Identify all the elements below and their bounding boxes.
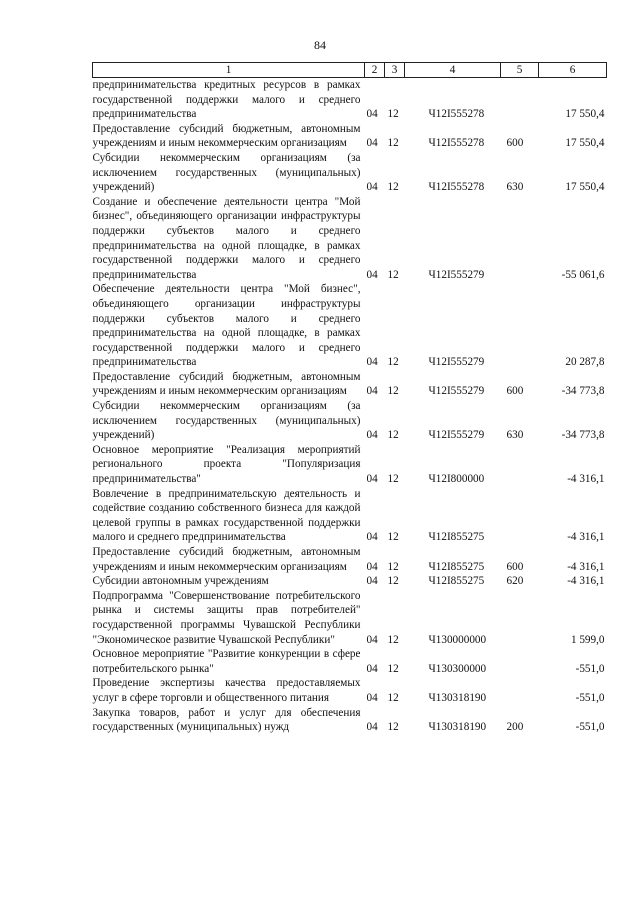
amount: 20 287,8 xyxy=(565,356,605,369)
amount: -4 316,1 xyxy=(567,575,605,588)
row-name: Обеспечение деятельности центра "Мой бизнес", объединяющего организации инфраструктуры поддержки субъектов малого и среднего предпринимательства на одной площадке, в рамках государственной поддержки малого и среднего предпринимательства xyxy=(92,283,361,369)
section-code: 04 xyxy=(366,531,378,544)
row-name: Вовлечение в предпринимательскую деятельность и содействие созданию собственного бизнеса для каждой целевой группы в рамках государственной поддержки малого и среднего предпринимательства xyxy=(92,487,361,544)
page-number: 84 xyxy=(314,38,326,52)
table-row xyxy=(93,676,607,705)
target-article-code: Ч130318190 xyxy=(428,691,487,704)
subsection-code: 12 xyxy=(387,429,399,442)
section-code: 04 xyxy=(366,691,378,704)
table-row xyxy=(93,399,607,443)
amount: -4 316,1 xyxy=(567,531,605,544)
row-name: Субсидии некоммерческим организациям (за исключением государственных (муниципальных) учреждений) xyxy=(92,400,361,442)
target-article-code: Ч12I555279 xyxy=(428,356,485,369)
subsection-code: 12 xyxy=(387,473,399,486)
subsection-code: 12 xyxy=(387,108,399,121)
amount: -551,0 xyxy=(575,721,605,734)
amount: 17 550,4 xyxy=(565,137,605,150)
target-article-code: Ч12I555279 xyxy=(428,429,485,442)
row-name: Предоставление субсидий бюджетным, автономным учреждениям и иным некоммерческим организациям xyxy=(92,546,361,573)
expense-type-code xyxy=(501,282,539,370)
target-article-code: Ч12I555279 xyxy=(428,385,485,398)
amount: -4 316,1 xyxy=(567,560,605,573)
section-code: 04 xyxy=(366,108,378,121)
row-name: Подпрограмма "Совершенствование потребительского рынка и системы защиты прав потребителей" государственной программы Чувашской Республики "Экономическое развитие Чувашской Республики" xyxy=(92,589,361,646)
expense-type-code xyxy=(501,647,539,676)
subsection-code: 12 xyxy=(387,721,399,734)
subsection-code: 12 xyxy=(387,137,399,150)
row-name: Предоставление субсидий бюджетным, автономным учреждениям и иным некоммерческим организациям xyxy=(92,122,361,150)
subsection-code: 12 xyxy=(387,356,399,369)
expense-type-code: 630 xyxy=(506,181,524,194)
section-code: 04 xyxy=(366,137,378,150)
amount: 1 599,0 xyxy=(570,633,605,646)
amount: -551,0 xyxy=(575,662,605,675)
column-header: 1 xyxy=(93,63,365,78)
table-row xyxy=(93,574,607,589)
subsection-code: 12 xyxy=(387,385,399,398)
amount: -34 773,8 xyxy=(561,429,605,442)
target-article-code: Ч12I555278 xyxy=(428,137,485,150)
column-header: 3 xyxy=(385,63,405,78)
target-article-code: Ч12I555279 xyxy=(428,268,485,281)
section-code: 04 xyxy=(366,633,378,646)
section-code: 04 xyxy=(366,662,378,675)
expense-type-code xyxy=(501,195,539,283)
table-row xyxy=(93,195,607,283)
table-row xyxy=(93,589,607,647)
target-article-code: Ч130000000 xyxy=(428,633,487,646)
amount: 17 550,4 xyxy=(565,108,605,121)
target-article-code: Ч12I555278 xyxy=(428,181,485,194)
section-code: 04 xyxy=(366,181,378,194)
table-row xyxy=(93,282,607,370)
subsection-code: 12 xyxy=(387,691,399,704)
target-article-code: Ч12I855275 xyxy=(428,575,485,588)
row-name: Основное мероприятие "Развитие конкуренции в сфере потребительского рынка" xyxy=(92,648,361,675)
section-code: 04 xyxy=(366,721,378,734)
column-header: 5 xyxy=(501,63,539,78)
target-article-code: Ч12I855275 xyxy=(428,531,485,544)
budget-table xyxy=(92,62,607,735)
expense-type-code: 600 xyxy=(506,385,524,398)
section-code: 04 xyxy=(366,473,378,486)
target-article-code: Ч12I855275 xyxy=(428,560,485,573)
table-row xyxy=(93,122,607,151)
target-article-code: Ч130318190 xyxy=(428,721,487,734)
row-name: предпринимательства кредитных ресурсов в рамках государственной поддержки малого и среднего предпринимательства xyxy=(92,79,361,121)
table-row xyxy=(93,487,607,545)
expense-type-code: 200 xyxy=(506,721,524,734)
row-name: Создание и обеспечение деятельности центра "Мой бизнес", объединяющего организации инфраструктуры поддержки субъектов малого и среднего предпринимательства на одной площадке, в рамках государственной поддержки малого и среднего предпринимательства xyxy=(92,195,361,281)
section-code: 04 xyxy=(366,356,378,369)
section-code: 04 xyxy=(366,268,378,281)
section-code: 04 xyxy=(366,429,378,442)
table-row xyxy=(93,647,607,676)
amount: 17 550,4 xyxy=(565,181,605,194)
table-row xyxy=(93,443,607,487)
target-article-code: Ч130300000 xyxy=(428,662,487,675)
column-numbers-row xyxy=(93,63,607,78)
table-row xyxy=(93,706,607,735)
subsection-code: 12 xyxy=(387,268,399,281)
subsection-code: 12 xyxy=(387,560,399,573)
amount: -55 061,6 xyxy=(561,268,605,281)
amount: -34 773,8 xyxy=(561,385,605,398)
expense-type-code xyxy=(501,589,539,647)
expense-type-code xyxy=(501,487,539,545)
expense-type-code xyxy=(501,676,539,705)
expense-type-code xyxy=(501,78,539,122)
table-body xyxy=(93,78,607,735)
target-article-code: Ч12I800000 xyxy=(428,473,485,486)
row-name: Закупка товаров, работ и услуг для обеспечения государственных (муниципальных) нужд xyxy=(92,706,361,734)
table-row xyxy=(93,370,607,399)
expense-type-code: 600 xyxy=(506,137,524,150)
row-name: Субсидии автономным учреждениям xyxy=(92,575,269,588)
row-name: Проведение экспертизы качества предоставляемых услуг в сфере торговли и общественного питания xyxy=(92,677,361,704)
expense-type-code: 620 xyxy=(506,575,524,588)
expense-type-code: 630 xyxy=(506,429,524,442)
column-header: 6 xyxy=(539,63,607,78)
subsection-code: 12 xyxy=(387,662,399,675)
target-article-code: Ч12I555278 xyxy=(428,108,485,121)
subsection-code: 12 xyxy=(387,633,399,646)
subsection-code: 12 xyxy=(387,531,399,544)
table-row xyxy=(93,151,607,195)
subsection-code: 12 xyxy=(387,575,399,588)
section-code: 04 xyxy=(366,560,378,573)
subsection-code: 12 xyxy=(387,181,399,194)
section-code: 04 xyxy=(366,575,378,588)
column-header: 2 xyxy=(365,63,385,78)
expense-type-code xyxy=(501,443,539,487)
amount: -4 316,1 xyxy=(567,473,605,486)
row-name: Предоставление субсидий бюджетным, автономным учреждениям и иным некоммерческим организациям xyxy=(92,370,361,398)
table-row xyxy=(93,545,607,574)
row-name: Основное мероприятие "Реализация мероприятий регионального проекта "Популяризация предпринимательства" xyxy=(92,443,361,486)
table-row xyxy=(93,78,607,122)
expense-type-code: 600 xyxy=(506,560,524,573)
amount: -551,0 xyxy=(575,691,605,704)
column-header: 4 xyxy=(405,63,501,78)
row-name: Субсидии некоммерческим организациям (за исключением государственных (муниципальных) учреждений) xyxy=(92,151,361,194)
section-code: 04 xyxy=(366,385,378,398)
